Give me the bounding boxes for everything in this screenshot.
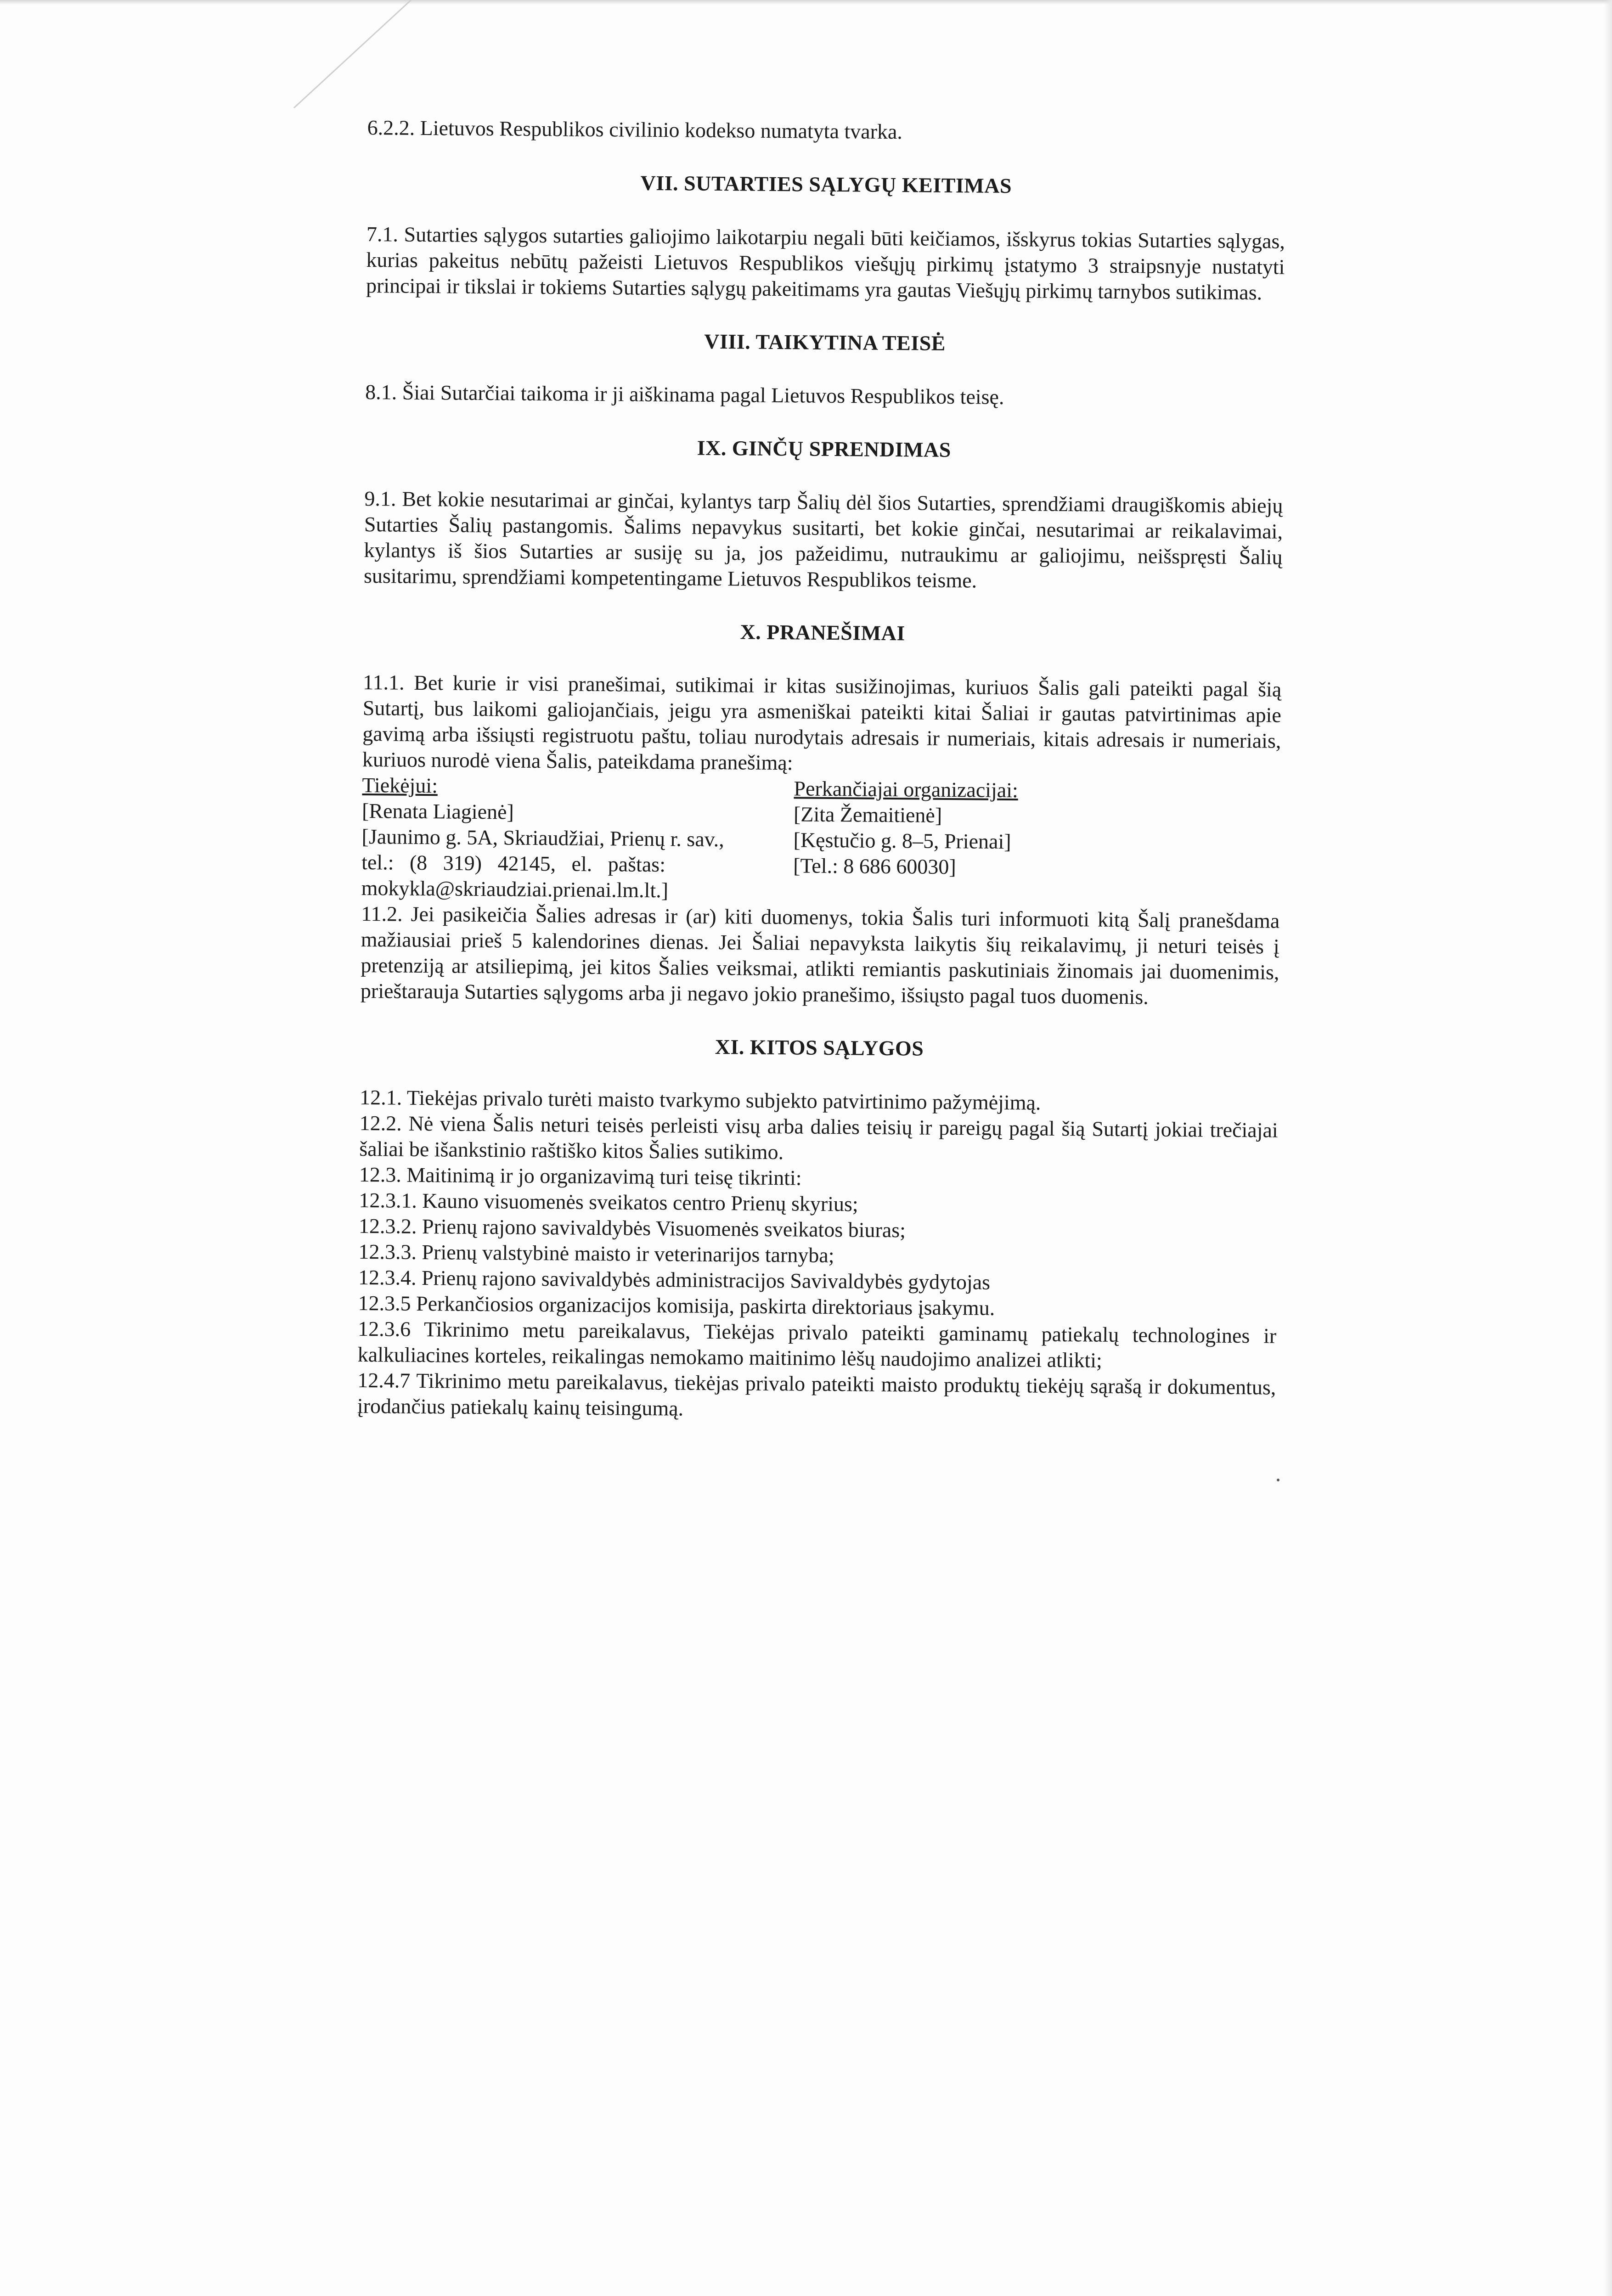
contracting-authority-address: [Kęstučio g. 8–5, Prienai] <box>793 828 1011 854</box>
supplier-email: mokykla@skriaudziai.prienai.lm.lt.] <box>361 876 669 902</box>
contracting-authority-phone: [Tel.: 8 686 60030] <box>793 854 956 879</box>
clause-11-1: 11.1. Bet kurie ir visi pranešimai, sutikimai ir kitas susižinojimas, kuriuos Šalis gali pateikti pagal šią Sutartį, bus laikomi galiojančiais, jeigu yra asmeniškai pateikti kitai Šaliai ir gautas patvirtinimas apie gavimą arba išsiųsti registruotu paštu, toliau nurodytais adresais ir numeriais, kitais adresais ir numeriais, kuriuos nurodė viena Šalis, pateikdama pranešimą: <box>362 670 1282 775</box>
clause-12-3-6: 12.3.6 Tikrinimo metu pareikalavus, Tiekėjas privalo pateikti gaminamų patiekalų technologines ir kalkuliacines korteles, reikalingas nemokamo maitinimo lėšų naudojimo analizei atlikti; <box>357 1317 1277 1372</box>
clause-12-4-7: 12.4.7 Tikrinimo metu pareikalavus, tiekėjas privalo pateikti maisto produktų tiekėjų sąrašą ir dokumentus, įrodančius patiekalų kainų teisingumą. <box>357 1368 1276 1420</box>
scan-corner-mark <box>276 0 413 110</box>
supplier-heading: Tiekėjui: <box>362 773 438 798</box>
section-x-title: X. PRANEŠIMAI <box>740 620 905 645</box>
contacts-table <box>361 772 1281 908</box>
section-viii-title: VIII. TAIKYTINA TEISĖ <box>704 329 946 355</box>
clause-9-1: 9.1. Bet kokie nesutarimai ar ginčai, kylantys tarp Šalių dėl šios Sutarties, sprendžiami draugiškomis abiejų Sutarties Šalių pastangomis. Šalims nepavykus susitarti, bet kokie ginčai, nesutarimai ar reikalavimai, kylantys iš šios Sutarties ar susiję su ja, jos pažeidimu, nutraukimu ar galiojimu, neišspręsti Šalių susitarimu, sprendžiami kompetentingame Lietuvos Respublikos teisme. <box>363 486 1283 592</box>
clause-12-3: 12.3. Maitinimą ir jo organizavimą turi teisę tikrinti: <box>359 1162 802 1190</box>
clause-11-2: 11.2. Jei pasikeičia Šalies adresas ir (ar) kiti duomenys, tokia Šalis turi informuoti kitą Šalį pranešdama mažiausiai prieš 5 kalendorines dienas. Jei Šaliai nepavyksta laikytis šių reikalavimų, ji neturi teisės į pretenziją ar atsiliepimą, jei kitos Šalies veiksmai, atlikti remiantis paskutiniais žinomais jai duomenimis, prieštarauja Sutarties sąlygoms arba ji negavo jokio pranešimo, išsiųsto pagal tuos duomenis. <box>360 901 1280 1009</box>
clause-12-2: 12.2. Nė viena Šalis neturi teisės perleisti visų arba dalies teisių ir pareigų pagal šią Sutartį jokiai trečiajai šaliai be išankstinio raštiško kitos Šalies sutikimo. <box>359 1111 1278 1164</box>
section-vii-title: VII. SUTARTIES SĄLYGŲ KEITIMAS <box>640 171 1012 198</box>
clause-12-3-2: 12.3.2. Prienų rajono savivaldybės Visuomenės sveikatos biuras; <box>358 1214 906 1242</box>
clause-12-1: 12.1. Tiekėjas privalo turėti maisto tvarkymo subjekto patvirtinimo pažymėjimą. <box>359 1085 1041 1114</box>
clause-8-1: 8.1. Šiai Sutarčiai taikoma ir ji aiškinama pagal Lietuvos Respublikos teisę. <box>365 380 1004 409</box>
contracting-authority-heading: Perkančiajai organizacijai: <box>794 777 1019 802</box>
clause-12-3-4: 12.3.4. Prienų rajono savivaldybės administracijos Savivaldybės gydytojas <box>358 1265 991 1294</box>
scan-speck <box>1277 1479 1279 1481</box>
contacts-empty-cell <box>793 878 1280 908</box>
document-body <box>357 115 1286 1426</box>
supplier-address: [Jaunimo g. 5A, Skriaudžiai, Prienų r. sav., <box>361 824 724 851</box>
section-xi-title: XI. KITOS SĄLYGOS <box>715 1035 924 1060</box>
clause-7-1: 7.1. Sutarties sąlygos sutarties galiojimo laikotarpiu negali būti keičiamos, išskyrus tokias Sutarties sąlygas, kurias pakeitus nebūtų pažeisti Lietuvos Respublikos viešųjų pirkimų įstatymo 3 straipsnyje nustatyti principai ir tikslai ir tokiems Sutarties sąlygų pakeitimams yra gautas Viešųjų pirkimų tarnybos sutikimas. <box>366 222 1285 304</box>
clause-12-3-1: 12.3.1. Kauno visuomenės sveikatos centro Prienų skyrius; <box>359 1188 858 1216</box>
scan-edge-top <box>0 0 1612 5</box>
clause-6-2-2: 6.2.2. Lietuvos Respublikos civilinio kodekso numatyta tvarka. <box>367 115 903 144</box>
scan-edge-right <box>1604 0 1612 2296</box>
section-ix-title: IX. GINČŲ SPRENDIMAS <box>697 436 952 462</box>
contracting-authority-name: [Zita Žemaitienė] <box>793 802 942 827</box>
clause-12-3-5: 12.3.5 Perkančiosios organizacijos komisija, paskirta direktoriaus įsakymu. <box>358 1291 995 1320</box>
supplier-phone: tel.: (8 319) 42145, el. paštas: <box>361 850 666 877</box>
supplier-name: [Renata Liagienė] <box>361 799 514 824</box>
clause-12-3-3: 12.3.3. Prienų valstybinė maisto ir veterinarijos tarnyba; <box>358 1239 834 1267</box>
